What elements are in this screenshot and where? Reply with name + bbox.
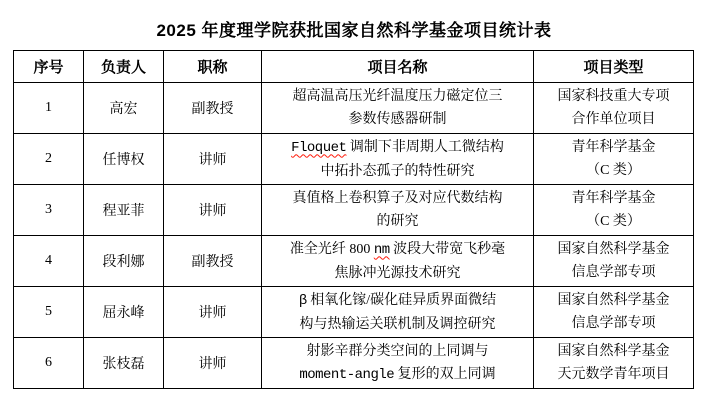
project-type-line: 信息学部专项: [571, 316, 656, 331]
project-name-text: 复形的双上同调: [394, 366, 496, 382]
cell-seq: 2: [14, 134, 84, 185]
table-row: [14, 338, 694, 389]
project-name-line: [262, 136, 533, 160]
cell-job-title: 讲师: [164, 185, 262, 236]
project-type-line: 国家自然科学基金: [557, 293, 670, 308]
project-type-line: 信息学部专项: [571, 265, 656, 280]
spellcheck-underlined-term: nm: [373, 241, 390, 258]
project-name-line: 中拓扑态孤子的特性研究: [320, 163, 475, 179]
project-name-text: 相氧化镓/碳化硅异质界面微结: [306, 292, 497, 308]
project-type-line: 合作单位项目: [571, 112, 656, 127]
cell-project-name: [262, 338, 534, 389]
cell-project-type: [534, 83, 694, 134]
math-term-text: moment-angle: [299, 366, 395, 383]
cell-project-name: [262, 185, 534, 236]
project-type-line: （C 类）: [586, 214, 641, 229]
cell-project-type: [534, 134, 694, 185]
cell-job-title: 副教授: [164, 83, 262, 134]
cell-job-title: 讲师: [164, 134, 262, 185]
project-name-line: [262, 238, 533, 262]
cell-seq: 5: [14, 287, 84, 338]
projects-table: [13, 50, 694, 389]
project-type-line: 国家科技重大专项: [557, 89, 670, 104]
cell-leader: 屈永峰: [84, 287, 164, 338]
cell-project-name: [262, 83, 534, 134]
cell-seq: 6: [14, 338, 84, 389]
cell-project-type: [534, 338, 694, 389]
header-project-name: 项目名称: [262, 51, 534, 83]
cell-leader: 段利娜: [84, 236, 164, 287]
project-name-line: 超高温高压光纤温度压力磁定位三: [292, 89, 503, 104]
project-name-line: 的研究: [376, 214, 419, 229]
project-name-line: 构与热输运关联机制及调控研究: [299, 316, 496, 332]
table-row: [14, 236, 694, 287]
project-name-text: 调制下非周期人工微结构: [346, 139, 504, 155]
project-type-line: 国家自然科学基金: [557, 344, 670, 359]
cell-project-type: [534, 287, 694, 338]
cell-seq: 3: [14, 185, 84, 236]
project-name-line: 焦脉冲光源技术研究: [334, 265, 461, 281]
table-row: [14, 287, 694, 338]
spellcheck-underlined-term: Floquet: [291, 139, 347, 156]
project-name-line: [262, 363, 533, 387]
cell-project-name: [262, 236, 534, 287]
cell-project-name: [262, 134, 534, 185]
cell-leader: 高宏: [84, 83, 164, 134]
header-leader: 负责人: [84, 51, 164, 83]
project-name-text: 波段大带宽飞秒毫: [389, 241, 506, 257]
project-type-line: 青年科学基金: [571, 140, 656, 155]
header-seq: 序号: [14, 51, 84, 83]
table-row: [14, 134, 694, 185]
project-type-line: （C 类）: [586, 163, 641, 178]
cell-job-title: 讲师: [164, 338, 262, 389]
project-type-line: 国家自然科学基金: [557, 242, 670, 257]
table-header-row: [14, 51, 694, 83]
cell-seq: 1: [14, 83, 84, 134]
project-type-line: 青年科学基金: [571, 191, 656, 206]
table-row: [14, 185, 694, 236]
project-name-line: 参数传感器研制: [348, 112, 447, 127]
cell-leader: 张枝磊: [84, 338, 164, 389]
cell-job-title: 讲师: [164, 287, 262, 338]
cell-leader: 任博权: [84, 134, 164, 185]
header-project-type: 项目类型: [534, 51, 694, 83]
project-name-line: 射影辛群分类空间的上同调与: [306, 343, 489, 359]
cell-project-type: [534, 185, 694, 236]
project-name-line: [262, 289, 533, 313]
project-name-text: 准全光纤 800: [289, 241, 374, 257]
cell-project-name: [262, 287, 534, 338]
greek-beta-text: β: [298, 292, 307, 309]
header-job-title: 职称: [164, 51, 262, 83]
cell-project-type: [534, 236, 694, 287]
table-row: [14, 83, 694, 134]
cell-seq: 4: [14, 236, 84, 287]
cell-leader: 程亚菲: [84, 185, 164, 236]
cell-job-title: 副教授: [164, 236, 262, 287]
project-type-line: 天元数学青年项目: [557, 367, 670, 382]
page-title: 2025 年度理学院获批国家自然科学基金项目统计表: [156, 21, 552, 40]
project-name-line: 真值格上卷积算子及对应代数结构: [292, 191, 503, 206]
